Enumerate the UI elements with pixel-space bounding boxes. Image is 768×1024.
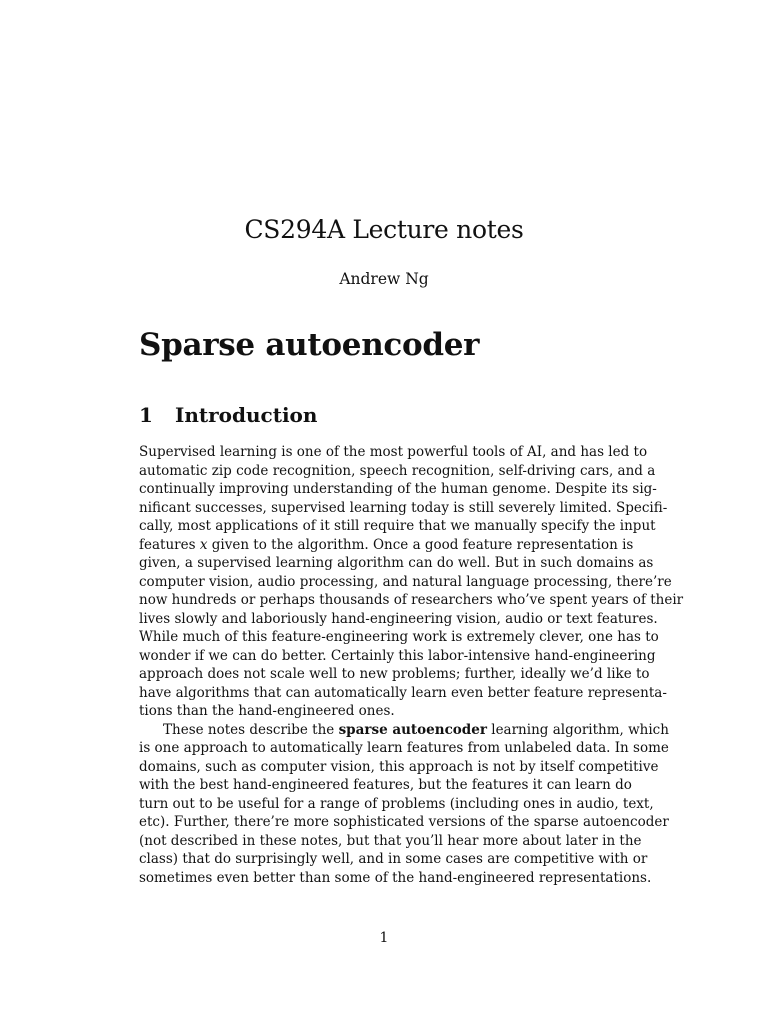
paragraph-line: wonder if we can do better. Certainly this labor-intensive hand-engineering (139, 647, 656, 664)
paragraph-line: cally, most applications of it still require that we manually specify the input (139, 518, 656, 534)
paragraph-line: sometimes even better than some of the hand-engineered representations. (139, 869, 652, 886)
body-text (139, 443, 684, 887)
paragraph-line: class) that do surprisingly well, and in some cases are competitive with or (139, 851, 648, 867)
paragraph-line: Supervised learning is one of the most powerful tools of AI, and has led to (139, 444, 648, 460)
inline-text: These notes describe the (163, 721, 335, 738)
section-heading (139, 403, 317, 427)
paragraph-line: given, a supervised learning algorithm can do well. But in such domains as (139, 555, 654, 571)
paragraph-line: is one approach to automatically learn features from unlabeled data. In some (139, 740, 669, 756)
paragraph-line: with the best hand-engineered features, but the features it can learn do (139, 777, 632, 793)
paragraph-line: tions than the hand-engineered ones. (139, 703, 395, 719)
inline-text: features (139, 536, 196, 553)
paragraph-line: automatic zip code recognition, speech recognition, self-driving cars, and a (139, 462, 656, 479)
paragraph-line: turn out to be useful for a range of problems (including ones in audio, text, (139, 795, 654, 812)
paragraph-line: etc). Further, there’re more sophisticated versions of the sparse autoencoder (139, 814, 669, 830)
section-number: 1 (139, 403, 153, 427)
paragraph-line: computer vision, audio processing, and natural language processing, there’re (139, 573, 672, 590)
author-name: Andrew Ng (339, 270, 429, 288)
paragraph-line: While much of this feature-engineering work is extremely clever, one has to (139, 629, 659, 645)
paragraph-line (139, 721, 669, 740)
inline-text: given to the algorithm. Once a good feature representation is (211, 536, 634, 553)
emphasis-term: sparse autoencoder (338, 721, 487, 738)
paragraph-line: approach does not scale well to new problems; further, ideally we’d like to (139, 666, 650, 682)
paragraph-line: continually improving understanding of the human genome. Despite its sig- (139, 481, 657, 497)
math-variable: x (199, 536, 208, 553)
paragraph-line: have algorithms that can automatically learn even better feature representa- (139, 684, 667, 701)
paragraph-line: now hundreds or perhaps thousands of researchers who’ve spent years of their (139, 592, 684, 608)
paragraph-line: nificant successes, supervised learning today is still severely limited. Specifi- (139, 499, 668, 516)
section-title: Introduction (175, 403, 318, 427)
paragraph-line: domains, such as computer vision, this approach is not by itself competitive (139, 758, 659, 775)
paragraph-line: lives slowly and laboriously hand-engineering vision, audio or text features. (139, 610, 658, 627)
paragraph-line (139, 536, 634, 555)
document-title: Sparse autoencoder (139, 327, 480, 363)
paragraph-line: (not described in these notes, but that you’ll hear more about later in the (139, 832, 642, 849)
inline-text: learning algorithm, which (491, 721, 669, 738)
page-number: 1 (379, 930, 389, 946)
course-title: CS294A Lecture notes (244, 215, 524, 244)
